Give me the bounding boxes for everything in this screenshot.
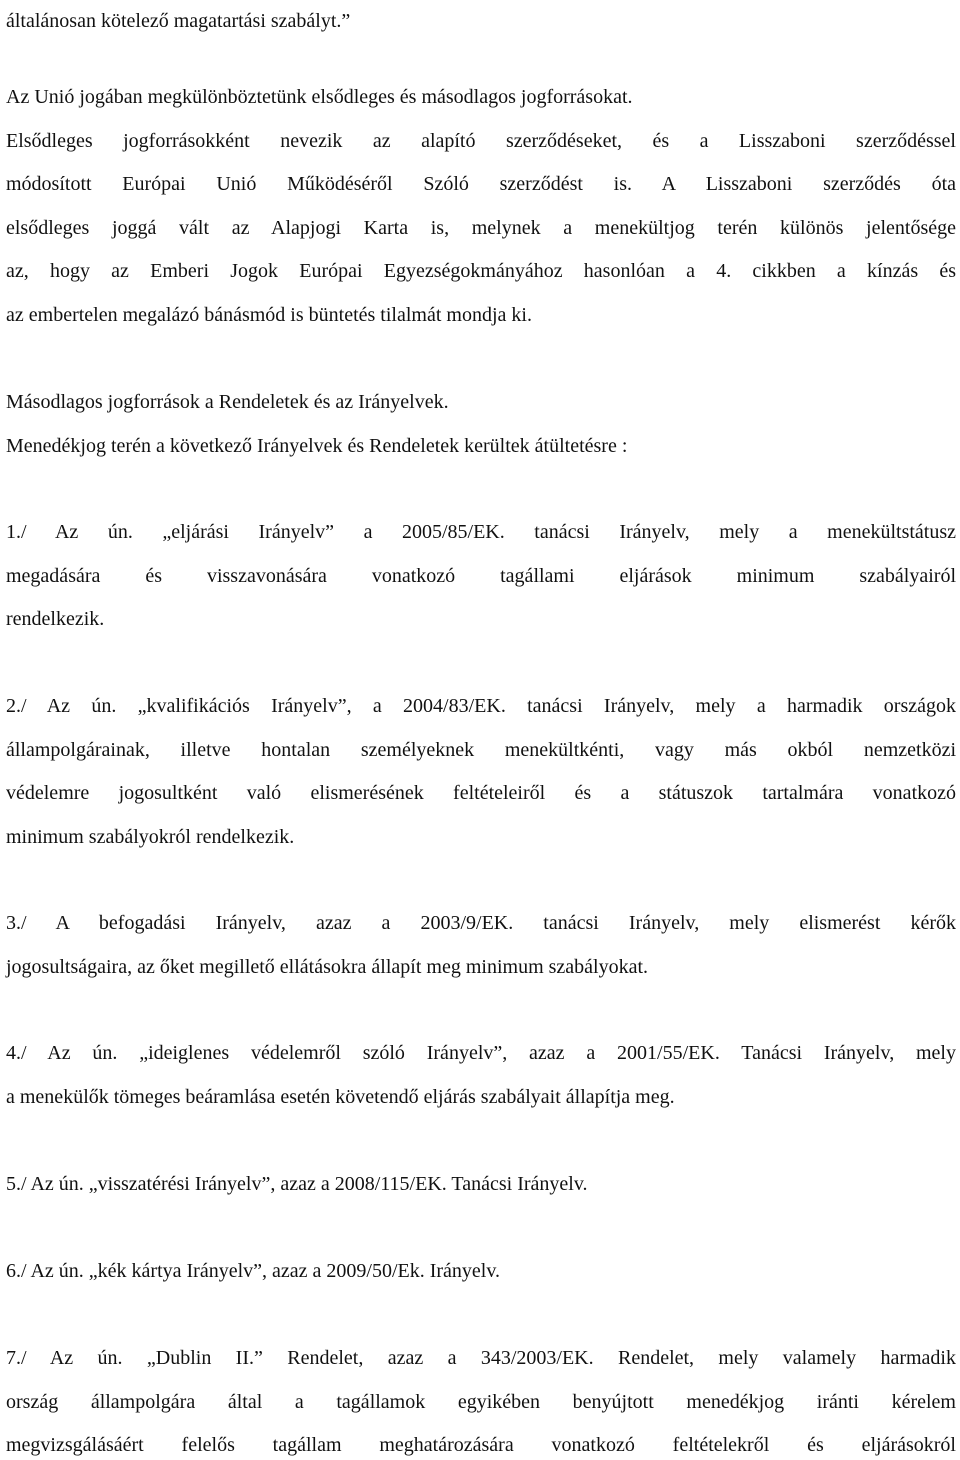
text-line: elsődleges joggá vált az Alapjogi Karta is, melynek a menekültjog terén különös jelentősége	[6, 216, 956, 239]
paragraph-primary-sources	[6, 76, 956, 337]
text-line: 6./ Az ún. „kék kártya Irányelv”, azaz a 2009/50/Ek. Irányelv.	[6, 1260, 501, 1282]
text-line: rendelkezik.	[6, 608, 105, 630]
paragraph-continuation	[6, 0, 956, 44]
text-line: 4./ Az ún. „ideiglenes védelemről szóló Irányelv”, azaz a 2001/55/EK. Tanácsi Irányelv, mely	[6, 1042, 956, 1064]
list-item-6	[6, 1250, 956, 1294]
paragraph-secondary-sources	[6, 381, 956, 468]
text-line: Menedékjog terén a következő Irányelvek és Rendeletek kerültek átültetésre :	[6, 434, 628, 457]
text-line: 7./ Az ún. „Dublin II.” Rendelet, azaz a 343/2003/EK. Rendelet, mely valamely harmadik	[6, 1347, 956, 1369]
text-line: állampolgárainak, illetve hontalan személyeknek menekültkénti, vagy más okból nemzetközi	[6, 738, 956, 761]
list-item-2	[6, 685, 956, 859]
text-line: általánosan kötelező magatartási szabályt.”	[6, 10, 351, 32]
text-line: jogosultságaira, az őket megillető ellátásokra állapít meg minimum szabályokat.	[6, 955, 649, 978]
text-line: 1./ Az ún. „eljárási Irányelv” a 2005/85/EK. tanácsi Irányelv, mely a menekültstátusz	[6, 521, 956, 543]
text-line: ország állampolgára által a tagállamok egyikében benyújtott menedékjog iránti kérelem	[6, 1390, 956, 1413]
text-line: 2./ Az ún. „kvalifikációs Irányelv”, a 2004/83/EK. tanácsi Irányelv, mely a harmadik országok	[6, 695, 956, 717]
list-item-7	[6, 1337, 956, 1460]
text-line: megvizsgálásáért felelős tagállam meghatározására vonatkozó feltételekről és eljárásokról	[6, 1434, 956, 1456]
text-line: az, hogy az Emberi Jogok Európai Egyezségokmányához hasonlóan a 4. cikkben a kínzás és	[6, 260, 956, 282]
text-line: Elsődleges jogforrásokként nevezik az alapító szerződéseket, és a Lisszaboni szerződéssel	[6, 129, 956, 152]
list-item-5	[6, 1163, 956, 1207]
text-line: a menekülők tömeges beáramlása esetén követendő eljárás szabályait állapítja meg.	[6, 1085, 675, 1108]
text-line: Az Unió jogában megkülönböztetünk elsődleges és másodlagos jogforrásokat.	[6, 86, 633, 108]
text-line: 3./ A befogadási Irányelv, azaz a 2003/9/EK. tanácsi Irányelv, mely elismerést kérők	[6, 912, 956, 934]
list-item-4	[6, 1032, 956, 1119]
text-line: védelemre jogosultként való elismerésének feltételeiről és a státuszok tartalmára vonatkozó	[6, 782, 956, 804]
text-line: Másodlagos jogforrások a Rendeletek és az Irányelvek.	[6, 391, 449, 413]
list-item-3	[6, 902, 956, 989]
text-line: módosított Európai Unió Működéséről Szóló szerződést is. A Lisszaboni szerződés óta	[6, 173, 956, 195]
text-line: megadására és visszavonására vonatkozó tagállami eljárások minimum szabályairól	[6, 564, 956, 587]
text-line: 5./ Az ún. „visszatérési Irányelv”, azaz a 2008/115/EK. Tanácsi Irányelv.	[6, 1173, 588, 1195]
list-item-1	[6, 511, 956, 642]
text-line: az embertelen megalázó bánásmód is büntetés tilalmát mondja ki.	[6, 303, 532, 326]
text-line: minimum szabályokról rendelkezik.	[6, 825, 295, 848]
